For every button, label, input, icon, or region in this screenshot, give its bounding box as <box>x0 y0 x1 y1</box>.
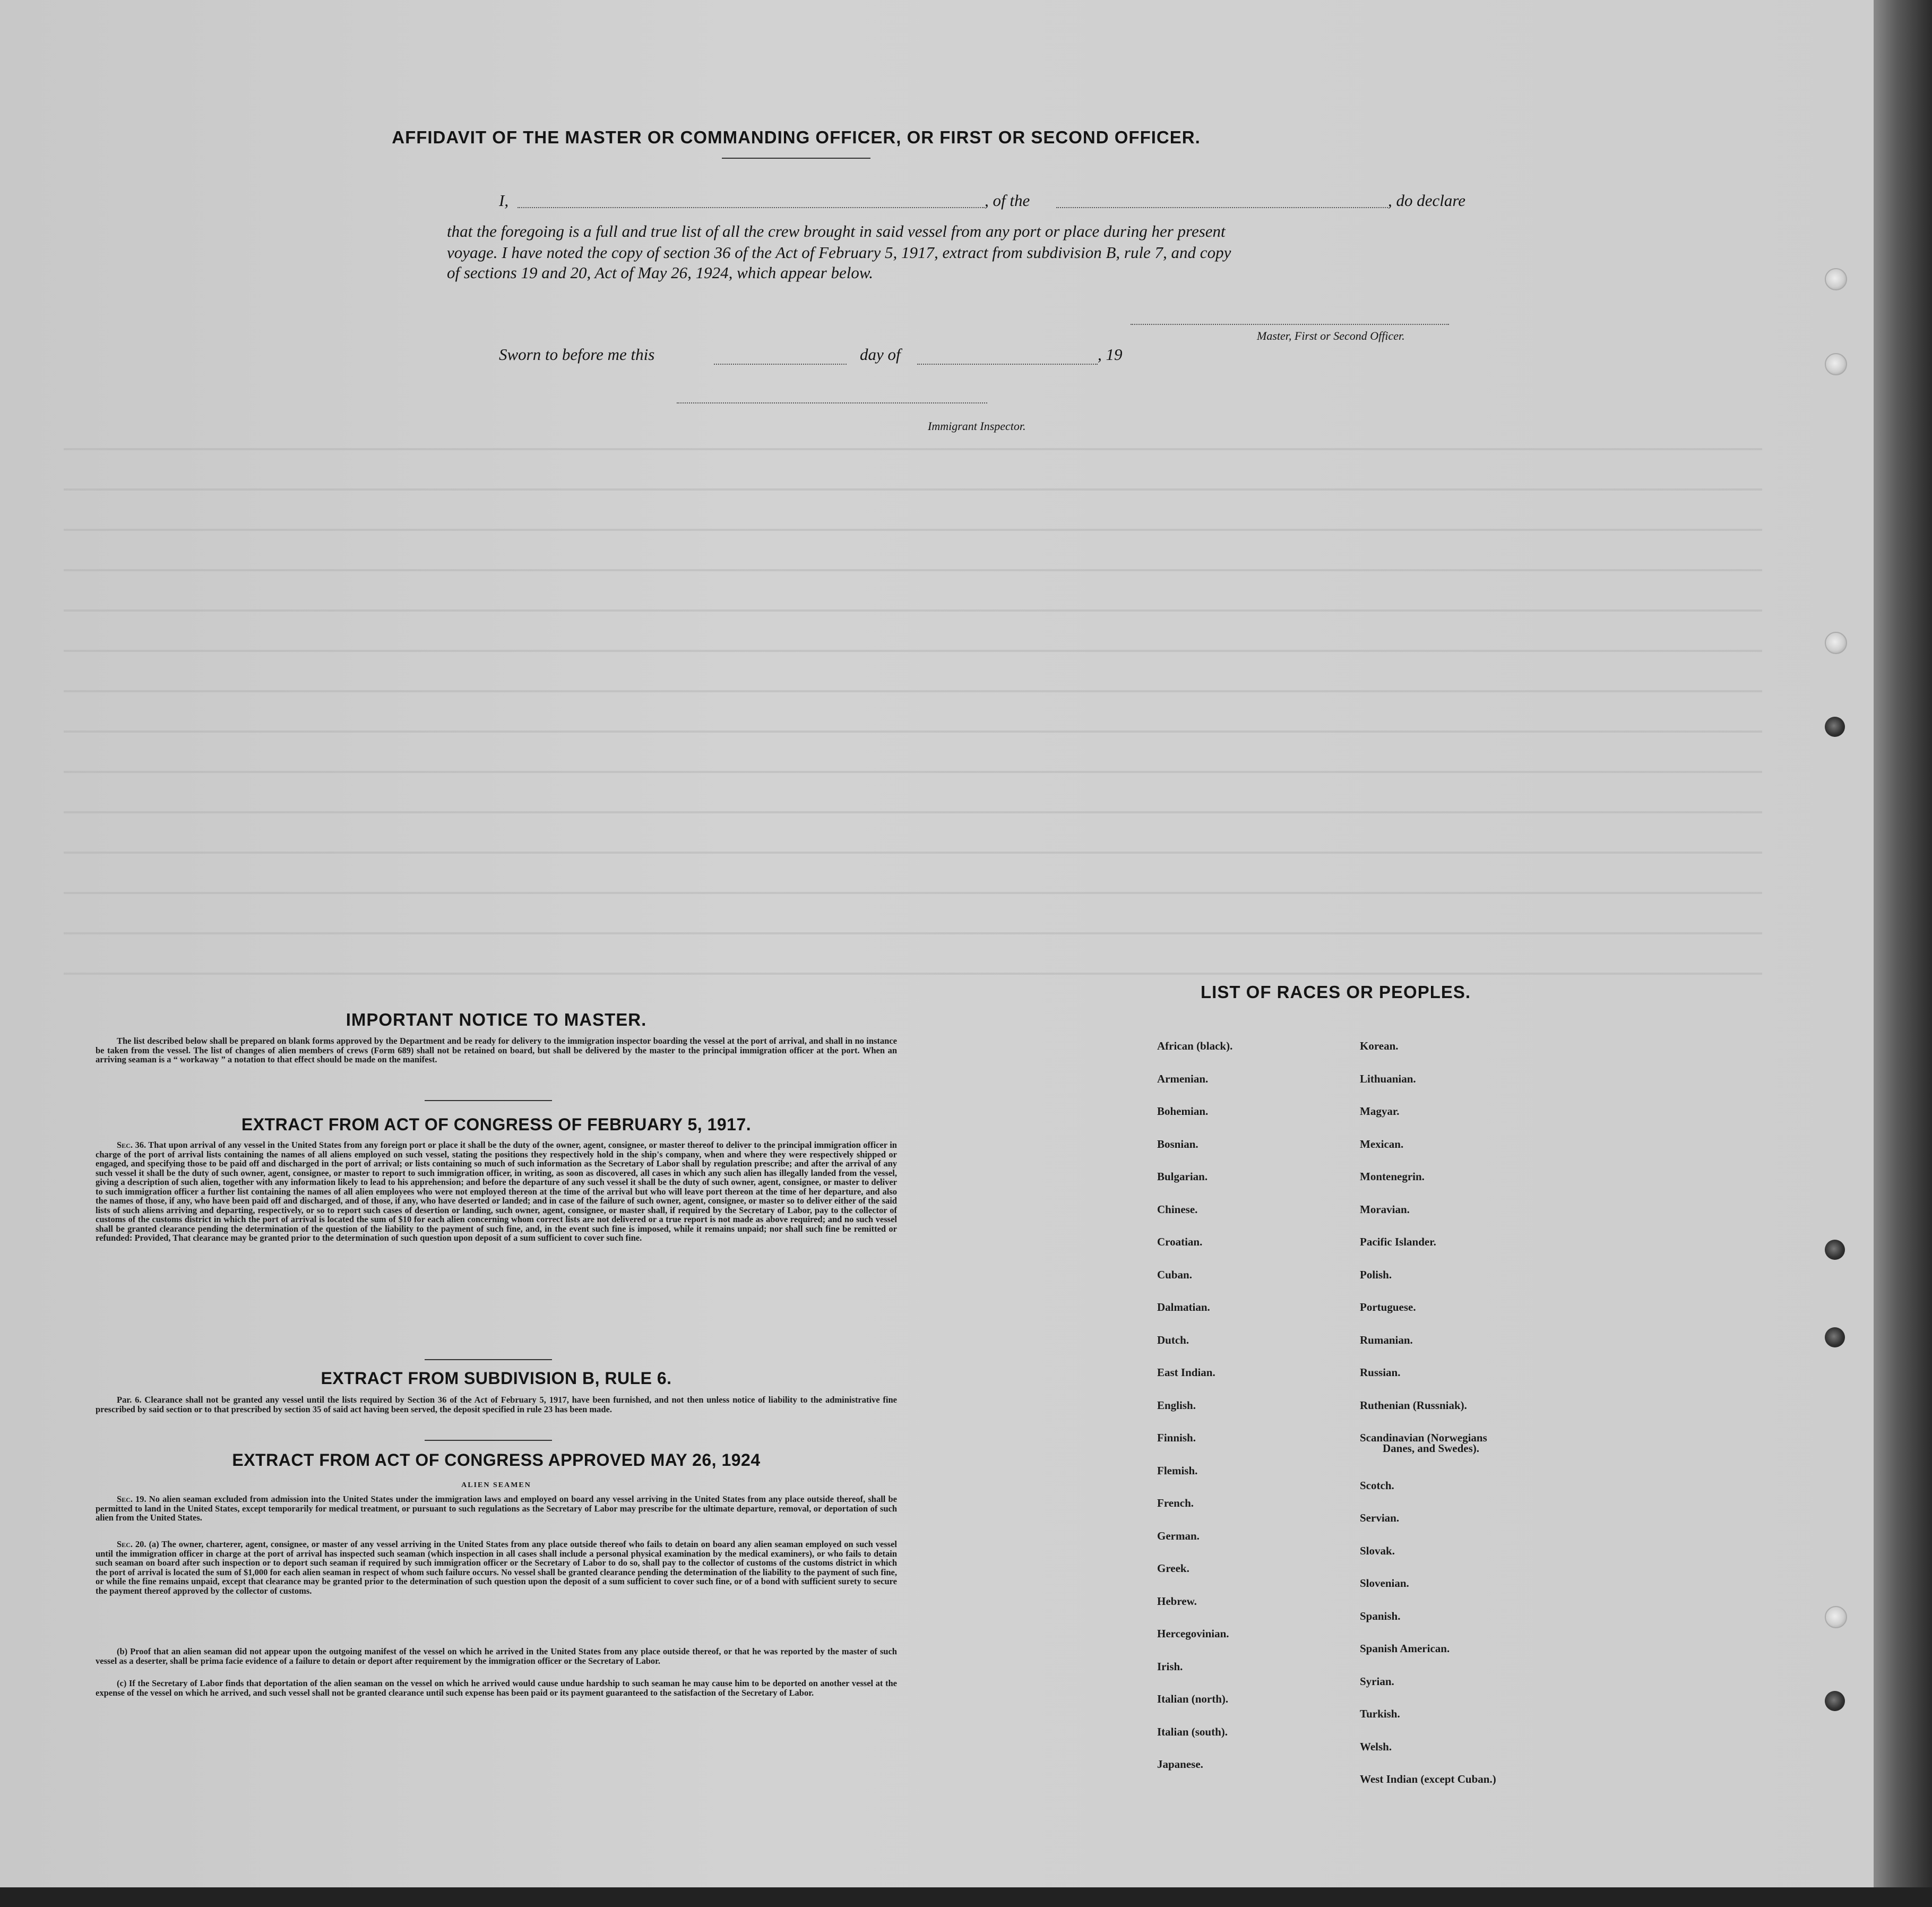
race-item: Irish. <box>1157 1660 1183 1673</box>
affidavit-title: AFFIDAVIT OF THE MASTER OR COMMANDING OFFICER, OR FIRST OR SECOND OFFICER. <box>392 127 1201 147</box>
bleed-through-texture <box>64 414 1762 998</box>
race-item: Welsh. <box>1360 1740 1392 1753</box>
name-blank[interactable] <box>518 207 985 208</box>
race-item: Italian (north). <box>1157 1693 1229 1705</box>
extract-1917-text <box>96 1140 897 1243</box>
race-item: Hercegovinian. <box>1157 1627 1229 1640</box>
page-edge-shadow <box>1874 0 1932 1907</box>
race-item: Mexican. <box>1360 1137 1404 1150</box>
sworn-label: Sworn to before me this <box>499 345 655 364</box>
race-item: Moravian. <box>1360 1202 1410 1216</box>
affidavit-line-3: of sections 19 and 20, Act of May 26, 1924, which appear below. <box>447 263 874 282</box>
race-item: Scotch. <box>1360 1479 1394 1492</box>
title-rule <box>722 158 870 159</box>
race-item: Danes, and Swedes). <box>1383 1442 1480 1455</box>
master-caption: Master, First or Second Officer. <box>1257 329 1405 342</box>
sec-20c-text: (c) If the Secretary of Labor finds that deportation of the alien seaman on the vessel on which he arrived would cause undue hardship to such seaman he may cause him to be deported on another vessel at the expense of the vessel on which he arrived, and such vessel shall not be granted clearance until such expense has been paid or its payment guaranteed to the satisfaction of the Secretary of Labor. <box>96 1678 897 1698</box>
binder-hole <box>1825 1606 1847 1628</box>
race-item: Servian. <box>1360 1511 1400 1524</box>
race-item: Chinese. <box>1157 1202 1198 1216</box>
race-item: Spanish. <box>1360 1609 1401 1622</box>
rule-6-text: Par. 6. Clearance shall not be granted any vessel until the lists required by Section 36 of the Act of February 5, 1917, have been furnished, and not then unless notice of liability to the administrative fine prescribed by said section or to that prescribed by section 35 of said act having been served, the deposit specified in rule 23 has been made. <box>96 1395 897 1414</box>
section-rule <box>425 1359 552 1360</box>
race-item: Turkish. <box>1360 1707 1400 1720</box>
day-of-label: day of <box>860 345 901 364</box>
races-title: LIST OF RACES OR PEOPLES. <box>1201 982 1471 1002</box>
race-item: Syrian. <box>1360 1674 1394 1688</box>
extract-1924-title: EXTRACT FROM ACT OF CONGRESS APPROVED MAY 26, 1924 <box>232 1450 761 1470</box>
race-item: Korean. <box>1360 1040 1399 1052</box>
race-item: Rumanian. <box>1360 1333 1413 1346</box>
race-item: Greek. <box>1157 1562 1189 1575</box>
alien-seamen-subhead: ALIEN SEAMEN <box>461 1481 531 1489</box>
race-item: English. <box>1157 1398 1196 1412</box>
page-bottom-shadow <box>0 1887 1932 1907</box>
race-item: Pacific Islander. <box>1360 1235 1436 1248</box>
binder-hole <box>1825 268 1847 290</box>
race-item: Croatian. <box>1157 1235 1203 1248</box>
race-item: Portuguese. <box>1360 1301 1416 1313</box>
race-item: Bohemian. <box>1157 1105 1209 1118</box>
rule-6-title: EXTRACT FROM SUBDIVISION B, RULE 6. <box>321 1369 672 1388</box>
notice-text: The list described below shall be prepared on blank forms approved by the Department and be ready for delivery to the immigration inspector boarding the vessel at the port of arrival, and shall in no instance be taken from the vessel. The list of changes of alien members of crews (Form 689) shall not be retained on board, but shall be delivered by the master to the principal immigration officer at the port. When an arriving seaman is a “ workaway ” a notation to that effect should be made on the manifest. <box>96 1036 897 1064</box>
extract-1917-title: EXTRACT FROM ACT OF CONGRESS OF FEBRUARY 5, 1917. <box>241 1115 752 1134</box>
race-item: Japanese. <box>1157 1758 1203 1771</box>
vessel-blank[interactable] <box>1056 207 1388 208</box>
section-label: Sec. 20. <box>117 1539 146 1549</box>
affidavit-line-2: voyage. I have noted the copy of section 36 of the Act of February 5, 1917, extract from subdivision B, rule 7, and copy <box>447 243 1231 262</box>
race-item: Magyar. <box>1360 1105 1400 1118</box>
race-item: Lithuanian. <box>1360 1072 1416 1085</box>
race-item: Bosnian. <box>1157 1137 1198 1150</box>
affidavit-i-label: I, <box>499 191 509 210</box>
race-item: Polish. <box>1360 1268 1392 1281</box>
notice-title: IMPORTANT NOTICE TO MASTER. <box>346 1010 647 1029</box>
race-item: Italian (south). <box>1157 1725 1228 1738</box>
race-item: Armenian. <box>1157 1072 1209 1085</box>
affidavit-do-declare: , do declare <box>1388 191 1466 210</box>
year-label: , 19 <box>1098 345 1123 364</box>
race-item: German. <box>1157 1529 1200 1542</box>
sec-20a-body: (a) The owner, charterer, agent, consignee, or master of any vessel arriving in the United States from any place outside thereof who fails to detain on board any alien seaman employed on such vessel until the immigration officer in charge at the port of arrival has inspected such seaman (which inspection in all cases shall include a personal physical examination by the medical examiners), or who fails to detain such seaman on board after such inspection or to deport such seaman if required by such immigration officer or the Secretary of Labor to do so, shall pay to the collector of customs of the customs district in which the port of arrival is located the sum of $1,000 for each alien seaman in respect of whom such failure occurs. No vessel shall be granted clearance pending the determination of the liability to the payment of such fine, or while the fine remains unpaid, except that clearance may be granted prior to the determination of such question upon the deposit of a sum sufficient to cover such fine, or of a bond with sufficient surety to secure the payment thereof approved by the collector of customs. <box>96 1539 897 1596</box>
binder-hole <box>1825 1240 1845 1260</box>
race-item: African (black). <box>1157 1040 1233 1052</box>
race-item: Scandinavian (Norwegians <box>1360 1431 1487 1444</box>
race-item: Cuban. <box>1157 1268 1192 1281</box>
section-rule <box>425 1440 552 1441</box>
binder-hole <box>1825 717 1845 737</box>
binder-hole <box>1825 1327 1845 1347</box>
race-item: Spanish American. <box>1360 1642 1450 1655</box>
race-item: Russian. <box>1360 1366 1401 1379</box>
race-item: Slovak. <box>1360 1544 1395 1557</box>
section-rule <box>425 1100 552 1101</box>
affidavit-line-1: that the foregoing is a full and true list of all the crew brought in said vessel from any port or place during her present <box>447 222 1226 240</box>
sec-19-text <box>96 1494 897 1523</box>
race-item: Dalmatian. <box>1157 1301 1210 1313</box>
binder-hole <box>1825 353 1847 375</box>
race-item: Ruthenian (Russniak). <box>1360 1398 1467 1412</box>
race-item: Bulgarian. <box>1157 1170 1208 1183</box>
inspector-signature-blank[interactable] <box>677 402 987 403</box>
race-item: French. <box>1157 1497 1194 1509</box>
section-36-text: That upon arrival of any vessel in the United States from any foreign port or place it shall be the duty of the owner, agent, consignee, or master thereof to deliver to the principal immigration officer in charge of the port of arrival lists containing the names of all aliens employed on such vessel, stating the positions they respectively hold in the ship's company, when and where they were respectively shipped or engaged, and specifying those to be paid off and discharged in the port of arrival; or lists containing so much of such information as the Secretary of Labor shall by regulation prescribe; and after the arrival of any such vessel it shall be the duty of such owner, agent, consignee, or master to report to such immigration officer, in writing, as soon as discovered, all cases in which any such alien has illegally landed from the vessel, giving a description of such alien, together with any information likely to lead to his apprehension; and before the departure of any such vessel it shall be the duty of such owner, agent, consignee, or master to deliver to such immigration officer a further list containing the names of all alien employees who were not employed thereon at the time of the arrival but who will leave port thereon at the time of her departure, and also the names of those, if any, who have been paid off and discharged, and of those, if any, who have deserted or landed; and in case of the failure of such owner, agent, consignee, or master so to deliver either of the said lists of such aliens arriving and departing, respectively, or so to report such cases of desertion or landing, such owner, agent, consignee, or master shall, if required by the Secretary of Labor, pay to the collector of customs of the customs district in which the port of arrival is located the sum of $10 for each alien concerning whom correct lists are not delivered or a true report is not made as above required; and no such vessel shall be granted clearance pending the determination of the question of the liability to the payment of such fine, and, in the event such fine is imposed, while it remains unpaid; nor shall such fine be remitted or refunded: Provided, That clearance may be granted prior to the determination of such question upon deposit of a sum sufficient to cover such fine. <box>96 1140 897 1243</box>
inspector-caption: Immigrant Inspector. <box>928 419 1026 433</box>
race-item: Dutch. <box>1157 1333 1189 1346</box>
master-signature-blank[interactable] <box>1131 324 1449 325</box>
race-item: Montenegrin. <box>1360 1170 1425 1183</box>
sec-20b-text: (b) Proof that an alien seaman did not appear upon the outgoing manifest of the vessel on which he arrived in the United States from any place outside thereof, or that he was reported by the master of such vessel as a deserter, shall be prima facie evidence of a failure to detain or deport after requirement by the immigration officer or the Secretary of Labor. <box>96 1646 897 1666</box>
sec-20a-text <box>96 1540 897 1595</box>
sworn-month-blank[interactable] <box>917 364 1098 365</box>
sec-19-body: No alien seaman excluded from admission into the United States under the immigration laws and employed on board any vessel arriving in the United States from any place outside thereof, shall be permitted to land in the United States, except temporarily for medical treatment, or pursuant to such regulations as the Secretary of Labor may prescribe for the ultimate departure, removal, or deportation of such alien from the United States. <box>96 1494 897 1523</box>
affidavit-of-the: , of the <box>985 191 1030 210</box>
race-item: Slovenian. <box>1360 1577 1409 1590</box>
race-item: Finnish. <box>1157 1431 1196 1444</box>
binder-hole <box>1825 1691 1845 1711</box>
race-item: East Indian. <box>1157 1366 1215 1379</box>
race-item: Hebrew. <box>1157 1594 1197 1608</box>
section-label: Sec. 19. <box>117 1494 146 1504</box>
binder-hole <box>1825 632 1847 654</box>
race-item: Flemish. <box>1157 1464 1198 1477</box>
sworn-day-blank[interactable] <box>714 364 847 365</box>
race-item: West Indian (except Cuban.) <box>1360 1773 1496 1785</box>
section-label: Sec. 36. <box>117 1140 146 1150</box>
